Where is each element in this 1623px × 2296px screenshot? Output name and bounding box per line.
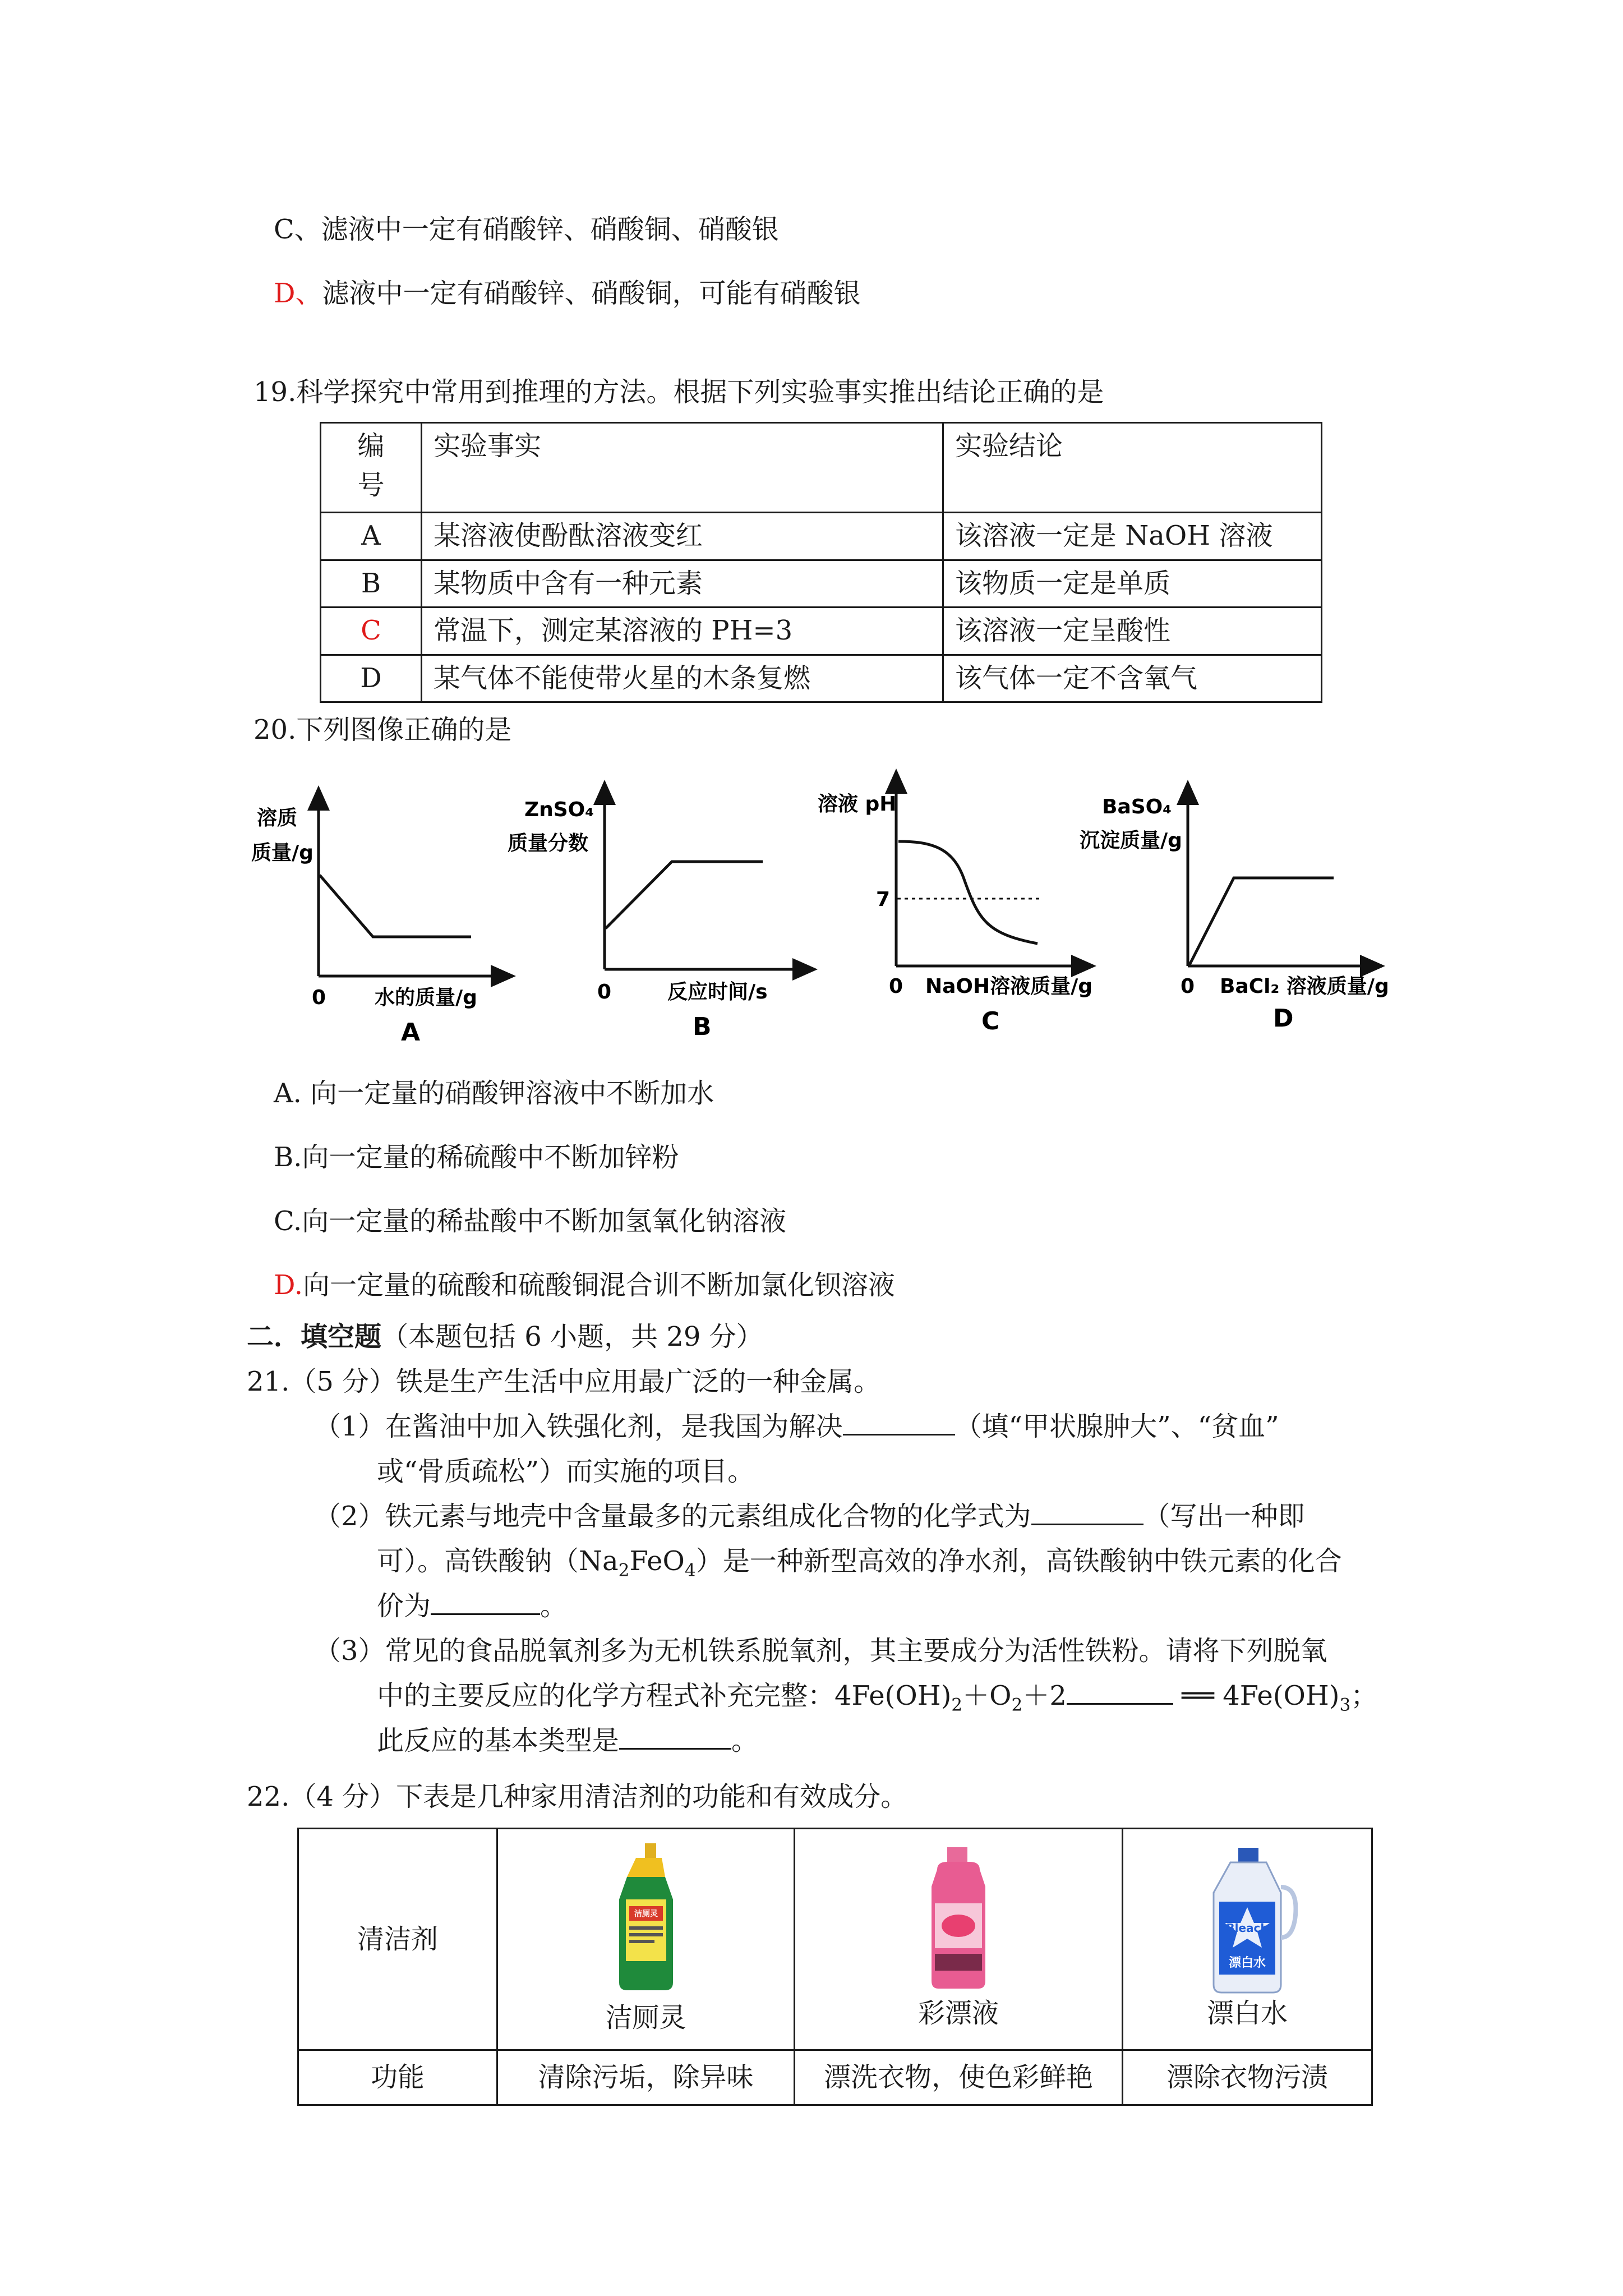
table-row [298, 2050, 1372, 2105]
graph-d [1080, 791, 1389, 1033]
table-row: B 某物质中含有一种元素 该物质一定是单质 [321, 560, 1322, 608]
graph-a-ylabel-2: 质量/g [251, 841, 313, 864]
answer-blank[interactable] [1067, 1679, 1173, 1705]
graph-c-origin: 0 [889, 975, 903, 998]
graph-a-origin: 0 [312, 986, 326, 1009]
q21-part3-line2: 中的主要反应的化学方程式补充完整：$4Fe(OH)_2+O_2+2$ ══ $4Fe(OH)_3$； [377, 1678, 1377, 1717]
product-name: 彩漂液 [917, 1998, 999, 2030]
q20-option-c: C.向一定量的稀盐酸中不断加氢氧化钠溶液 [274, 1205, 787, 1237]
function-cell: 漂洗衣物，使色彩鲜艳 [795, 2050, 1123, 2105]
q20-stem: 20.下列图像正确的是 [253, 714, 512, 746]
row-label-function: 功能 [298, 2050, 497, 2105]
graph-a-xlabel: 水的质量/g [375, 986, 477, 1009]
graph-b-origin: 0 [597, 981, 612, 1004]
answer-blank[interactable] [843, 1410, 955, 1435]
graph-b-ylabel-2: 质量分数 [508, 832, 589, 855]
header-conclusion: 实验结论 [943, 423, 1322, 513]
q21-part2-line3: 价为 。 [377, 1589, 567, 1623]
product-cell-3 [1123, 1829, 1372, 2050]
q22-stem: 22.（4 分）下表是几种家用清洁剂的功能和有效成分。 [247, 1781, 908, 1812]
q18-option-d: D、滤液中一定有硝酸锌、硝酸铜，可能有硝酸银 [274, 278, 861, 309]
graph-c-xlabel: NaOH溶液质量/g [925, 975, 1093, 998]
svg-text:漂白水: 漂白水 [1228, 1955, 1266, 1970]
row-label-cleaner: 清洁剂 [298, 1829, 497, 2050]
graph-d-ylabel-2: 沉淀质量/g [1080, 829, 1182, 852]
graph-b-ylabel-1: ZnSO₄ [524, 798, 594, 821]
graph-d-origin: 0 [1181, 975, 1195, 998]
q20-option-a: A. 向一定量的硝酸钾溶液中不断加水 [274, 1078, 714, 1109]
graph-d-ylabel-1: BaSO₄ [1102, 795, 1172, 818]
section-2-heading: 二．填空题（本题包括 6 小题，共 29 分） [247, 1321, 763, 1352]
graph-c-letter: C [981, 1007, 1000, 1036]
graph-a-ylabel-1: 溶质 [257, 807, 298, 830]
graph-c-tick-7: 7 [876, 888, 891, 911]
q19-stem: 19.科学探究中常用到推理的方法。根据下列实验事实推出结论正确的是 [253, 376, 1104, 408]
graph-a-letter: A [401, 1018, 421, 1047]
graph-c [818, 780, 1092, 1036]
graph-d-xlabel: BaCl₂ 溶液质量/g [1220, 975, 1389, 998]
table-row [321, 423, 1322, 513]
q21-part2-line1: （2）铁元素与地壳中含量最多的元素组成化合物的化学式为 （写出一种即 [314, 1499, 1305, 1534]
bleach-bottle-icon [1197, 1848, 1298, 1994]
answer-blank[interactable] [1031, 1499, 1144, 1525]
q22-table [297, 1828, 1373, 2106]
graph-b [508, 791, 806, 1041]
q21-stem: 21.（5 分）铁是生产生活中应用最广泛的一种金属。 [247, 1366, 881, 1397]
graph-b-letter: B [693, 1013, 712, 1041]
q20-option-d: D.向一定量的硫酸和硫酸铜混合训不断加氯化钡溶液 [274, 1269, 896, 1301]
q21-part3-line3: 此反应的基本类型是 。 [377, 1723, 758, 1758]
table-row: A 某溶液使酚酞溶液变红 该溶液一定是 NaOH 溶液 [321, 513, 1322, 560]
table-row: C 常温下，测定某溶液的 PH=3 该溶液一定呈酸性 [321, 608, 1322, 655]
product-name: 漂白水 [1206, 1997, 1288, 2029]
product-name: 洁厕灵 [605, 2001, 686, 2033]
header-num: 编 号 [321, 423, 422, 513]
graph-b-xlabel: 反应时间/s [667, 981, 768, 1004]
toilet-cleaner-bottle-icon [607, 1843, 685, 1995]
q19-table [320, 422, 1322, 703]
q21-part1-line1: （1）在酱油中加入铁强化剂，是我国为解决 （填“甲状腺肿大”、“贫血” [314, 1409, 1279, 1444]
table-row [298, 1829, 1372, 2050]
q21-part2-line2: 可）。高铁酸钠$(Na_2FeO_4)$是一种新型高效的净水剂，高铁酸钠中铁元素的化合 [377, 1545, 1342, 1581]
function-cell: 清除污垢，除异味 [497, 2050, 795, 2105]
q21-part3-line1: （3）常见的食品脱氧剂多为无机铁系脱氧剂，其主要成分为活性铁粉。请将下列脱氧 [314, 1635, 1327, 1667]
answer-blank[interactable] [431, 1589, 540, 1615]
graph-d-letter: D [1273, 1004, 1294, 1033]
graph-c-ylabel: 溶液 pH [818, 793, 897, 816]
answer-blank[interactable] [619, 1724, 731, 1750]
q21-part1-line2: 或“骨质疏松”）而实施的项目。 [377, 1456, 755, 1487]
function-cell: 漂除衣物污渍 [1123, 2050, 1372, 2105]
svg-text:洁厕灵: 洁厕灵 [634, 1909, 658, 1918]
svg-text:Bleach: Bleach [1226, 1921, 1269, 1935]
q18-option-c: C、滤液中一定有硝酸锌、硝酸铜、硝酸银 [274, 214, 779, 245]
product-cell-1 [497, 1829, 795, 2050]
q20-option-b: B.向一定量的稀硫酸中不断加锌粉 [274, 1142, 679, 1173]
table-row: D 某气体不能使带火星的木条复燃 该气体一定不含氧气 [321, 655, 1322, 702]
header-fact: 实验事实 [422, 423, 943, 513]
product-cell-2 [795, 1829, 1123, 2050]
graph-a [251, 797, 505, 1047]
q20-graphs [0, 769, 1623, 1060]
color-bleach-bottle-icon [925, 1847, 992, 1990]
